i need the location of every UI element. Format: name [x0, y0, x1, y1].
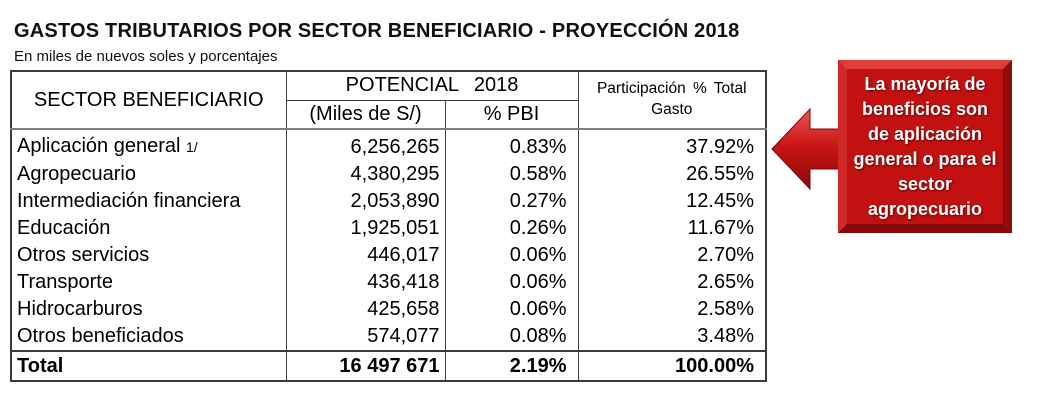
miles-cell: 446,017	[286, 242, 445, 269]
pbi-cell: 0.06%	[445, 296, 578, 323]
total-label-cell: Total	[11, 351, 286, 381]
total-participacion-cell: 100.00%	[578, 351, 766, 381]
total-miles-cell: 16 497 671	[286, 351, 445, 381]
total-pbi-cell: 2.19%	[445, 351, 578, 381]
sector-cell: Intermediación financiera	[11, 188, 286, 215]
pbi-cell: 0.26%	[445, 215, 578, 242]
miles-cell: 1,925,051	[286, 215, 445, 242]
sector-cell: Hidrocarburos	[11, 296, 286, 323]
pbi-cell: 0.27%	[445, 188, 578, 215]
column-header-pbi: % PBI	[445, 100, 578, 129]
table-row	[11, 296, 766, 323]
pbi-cell: 0.06%	[445, 269, 578, 296]
sector-cell: Agropecuario	[11, 161, 286, 188]
table-row	[11, 323, 766, 351]
pbi-cell: 0.83%	[445, 129, 578, 161]
sector-cell: Otros beneficiados	[11, 323, 286, 351]
column-header-potencial-group: POTENCIAL 2018	[286, 71, 578, 100]
miles-cell: 574,077	[286, 323, 445, 351]
page-title: GASTOS TRIBUTARIOS POR SECTOR BENEFICIARIO - PROYECCIÓN 2018	[14, 20, 740, 42]
left-arrow-icon	[764, 103, 840, 195]
sector-cell: Educación	[11, 215, 286, 242]
participacion-cell: 26.55%	[578, 161, 766, 188]
header-row-1	[11, 71, 766, 100]
pbi-cell: 0.06%	[445, 242, 578, 269]
sector-cell: Transporte	[11, 269, 286, 296]
table-row	[11, 242, 766, 269]
table-row	[11, 161, 766, 188]
page-subtitle: En miles de nuevos soles y porcentajes	[14, 48, 278, 65]
tax-expenditure-table	[10, 70, 767, 382]
sector-cell: Aplicación general 1/	[11, 129, 286, 161]
participacion-cell: 2.70%	[578, 242, 766, 269]
miles-cell: 425,658	[286, 296, 445, 323]
participacion-cell: 2.65%	[578, 269, 766, 296]
participacion-cell: 3.48%	[578, 323, 766, 351]
table-row	[11, 269, 766, 296]
table-row	[11, 188, 766, 215]
participacion-cell: 11.67%	[578, 215, 766, 242]
column-header-sector: SECTOR BENEFICIARIO	[11, 71, 286, 129]
miles-cell: 2,053,890	[286, 188, 445, 215]
pbi-cell: 0.08%	[445, 323, 578, 351]
column-header-participacion: Participación % Total Gasto	[578, 71, 766, 129]
column-header-miles: (Miles de S/)	[286, 100, 445, 129]
table-row	[11, 215, 766, 242]
pbi-cell: 0.58%	[445, 161, 578, 188]
miles-cell: 6,256,265	[286, 129, 445, 161]
participacion-cell: 2.58%	[578, 296, 766, 323]
sector-cell: Otros servicios	[11, 242, 286, 269]
callout-box	[838, 60, 1012, 233]
miles-cell: 4,380,295	[286, 161, 445, 188]
footnote-marker: 1/	[186, 139, 198, 155]
total-row	[11, 351, 766, 381]
miles-cell: 436,418	[286, 269, 445, 296]
callout-text: La mayoría de beneficios son de aplicación general o para el sector agropecuario	[853, 73, 997, 219]
participacion-cell: 37.92%	[578, 129, 766, 161]
participacion-cell: 12.45%	[578, 188, 766, 215]
table-row	[11, 129, 766, 161]
